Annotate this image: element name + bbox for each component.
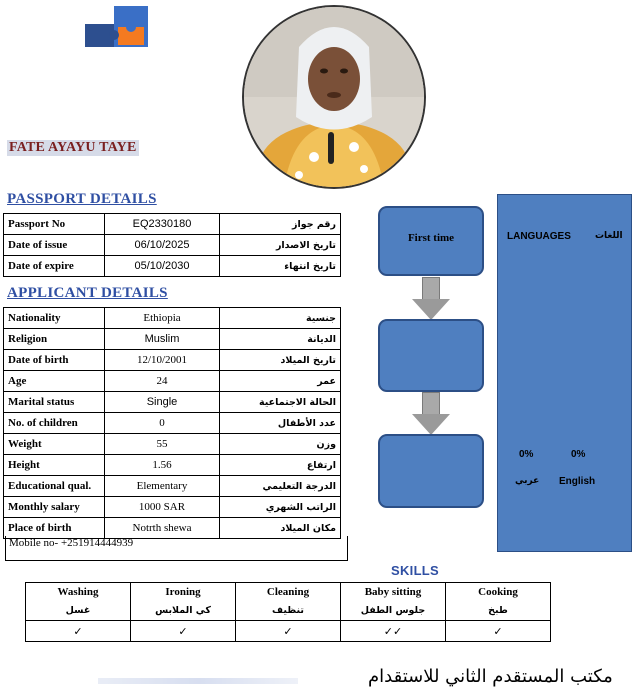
check-icon: ✓ <box>446 621 551 642</box>
skills-title: SKILLS <box>391 563 440 578</box>
row-label-arabic: الدرجة التعليمي <box>220 476 341 497</box>
row-label-arabic: تاريخ انتهاء <box>220 256 341 277</box>
arrow-down-icon <box>422 392 440 416</box>
row-value: 1.56 <box>105 455 220 476</box>
passport-table <box>3 213 341 277</box>
row-value: 24 <box>105 371 220 392</box>
agency-name-arabic: مكتب المستقدم الثاني للاستقدام <box>368 666 613 687</box>
passport-section-title: PASSPORT DETAILS <box>7 191 157 207</box>
check-icon: ✓ <box>236 621 341 642</box>
candidate-name: FATE AYAYU TAYE <box>9 140 137 155</box>
row-value: Ethiopia <box>105 308 220 329</box>
skill-name: Ironing <box>131 583 236 602</box>
table-row <box>4 371 341 392</box>
check-icon: ✓ <box>26 621 131 642</box>
row-label-arabic: عدد الأطفال <box>220 413 341 434</box>
row-label-arabic: ارتفاع <box>220 455 341 476</box>
row-value: Single <box>105 392 220 413</box>
row-label: Marital status <box>4 392 105 413</box>
row-label: Height <box>4 455 105 476</box>
row-label-arabic: الديانة <box>220 329 341 350</box>
row-label-arabic: تاريخ الميلاد <box>220 350 341 371</box>
skill-name-arabic: غسل <box>26 601 131 621</box>
skill-name-arabic: تنظيف <box>236 601 341 621</box>
row-label: Passport No <box>4 214 105 235</box>
skill-name: Cooking <box>446 583 551 602</box>
table-row <box>4 476 341 497</box>
row-value: Notrth shewa <box>105 518 220 539</box>
row-label: Place of birth <box>4 518 105 539</box>
row-label-arabic: عمر <box>220 371 341 392</box>
skill-name: Cleaning <box>236 583 341 602</box>
language-percent: 0% <box>519 449 534 460</box>
row-value: 05/10/2030 <box>105 256 220 277</box>
table-row <box>4 214 341 235</box>
table-row <box>4 434 341 455</box>
skills-arabic-row <box>26 601 551 621</box>
row-label: Date of issue <box>4 235 105 256</box>
arrow-head-icon <box>412 414 450 435</box>
row-label: Age <box>4 371 105 392</box>
mobile-number: Mobile no- +251914444939 <box>5 536 348 561</box>
row-label-arabic: الحالة الاجتماعية <box>220 392 341 413</box>
table-row <box>4 350 341 371</box>
row-label-arabic: مكان الميلاد <box>220 518 341 539</box>
row-value: 55 <box>105 434 220 455</box>
skill-name-arabic: جلوس الطفل <box>341 601 446 621</box>
skills-header-row <box>26 583 551 602</box>
row-label: Religion <box>4 329 105 350</box>
skill-name-arabic: طبخ <box>446 601 551 621</box>
row-label: Date of expire <box>4 256 105 277</box>
languages-title-arabic: اللغات <box>595 231 623 241</box>
applicant-section-title: APPLICANT DETAILS <box>7 285 168 301</box>
row-label-arabic: الراتب الشهري <box>220 497 341 518</box>
table-row <box>4 308 341 329</box>
row-label: Nationality <box>4 308 105 329</box>
skill-name: Baby sitting <box>341 583 446 602</box>
row-label: Monthly salary <box>4 497 105 518</box>
check-icon: ✓ <box>131 621 236 642</box>
skills-check-row <box>26 621 551 642</box>
language-name: عربي <box>515 476 540 486</box>
arrow-down-icon <box>422 277 440 301</box>
row-label: Weight <box>4 434 105 455</box>
arrow-head-icon <box>412 299 450 320</box>
experience-box-first <box>378 206 484 276</box>
check-icon: ✓✓ <box>341 621 446 642</box>
row-label: Date of birth <box>4 350 105 371</box>
row-label-arabic: رقم جواز <box>220 214 341 235</box>
row-value: 12/10/2001 <box>105 350 220 371</box>
row-value: 0 <box>105 413 220 434</box>
skill-name: Washing <box>26 583 131 602</box>
row-label: No. of children <box>4 413 105 434</box>
languages-title: LANGUAGES <box>507 231 571 242</box>
skill-name-arabic: كي الملابس <box>131 601 236 621</box>
experience-box-second <box>378 319 484 392</box>
row-value: EQ2330180 <box>105 214 220 235</box>
applicant-table <box>3 307 341 539</box>
table-row <box>4 392 341 413</box>
experience-box-third <box>378 434 484 508</box>
applicant-photo <box>242 5 426 189</box>
row-label-arabic: وزن <box>220 434 341 455</box>
language-name: English <box>559 476 596 487</box>
table-row <box>4 329 341 350</box>
table-row <box>4 413 341 434</box>
skills-table <box>25 582 551 642</box>
experience-label: First time <box>407 232 455 244</box>
agency-logo <box>84 5 150 49</box>
row-label-arabic: جنسية <box>220 308 341 329</box>
languages-panel <box>497 194 632 552</box>
table-row <box>4 497 341 518</box>
table-row <box>4 256 341 277</box>
footer-watermark <box>98 678 298 684</box>
row-value: Muslim <box>105 329 220 350</box>
row-label: Educational qual. <box>4 476 105 497</box>
table-row <box>4 235 341 256</box>
row-value: 1000 SAR <box>105 497 220 518</box>
table-row <box>4 455 341 476</box>
row-value: 06/10/2025 <box>105 235 220 256</box>
language-percent: 0% <box>571 449 586 460</box>
row-label-arabic: تاريخ الاصدار <box>220 235 341 256</box>
row-value: Elementary <box>105 476 220 497</box>
